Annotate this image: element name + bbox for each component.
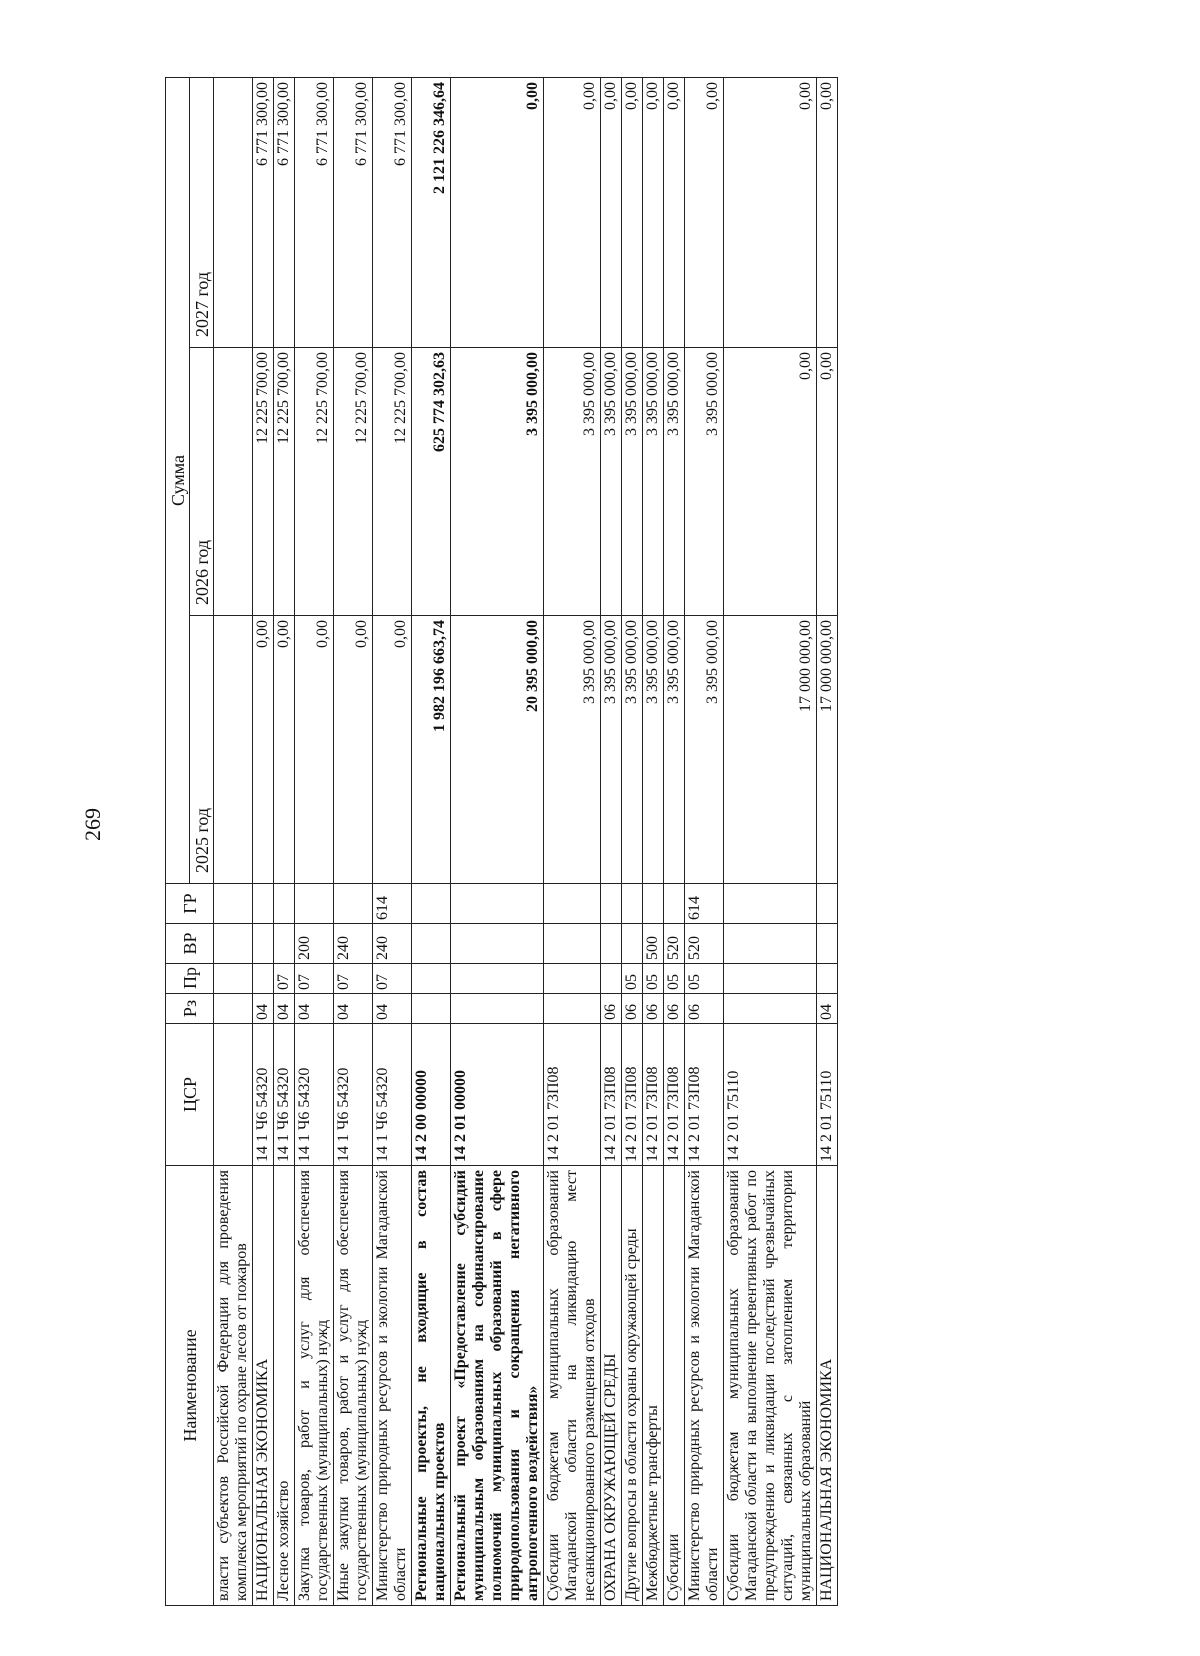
table-row bbox=[544, 77, 601, 1605]
row-gr bbox=[214, 884, 253, 924]
row-pr bbox=[724, 964, 817, 994]
table-row bbox=[724, 77, 817, 1605]
row-rz bbox=[544, 994, 601, 1024]
row-csr: 14 1 Ч6 54320 bbox=[373, 1024, 412, 1166]
row-2027: 0,00 bbox=[664, 77, 685, 347]
row-2025: 17 000 000,00 bbox=[817, 616, 838, 884]
table-row bbox=[334, 77, 373, 1605]
row-name: Министерство природных ресурсов и экологии Магаданской области bbox=[373, 1166, 412, 1606]
header-name: Наименование bbox=[166, 1166, 214, 1606]
row-2026: 3 395 000,00 bbox=[685, 348, 724, 616]
row-name: Региональные проекты, не входящие в состав национальных проектов bbox=[412, 1166, 451, 1606]
row-2025: 3 395 000,00 bbox=[643, 616, 664, 884]
row-2027: 6 771 300,00 bbox=[373, 77, 412, 347]
row-2025: 17 000 000,00 bbox=[724, 616, 817, 884]
row-2027: 6 771 300,00 bbox=[274, 77, 295, 347]
row-name: Субсидии bbox=[664, 1166, 685, 1606]
row-vr bbox=[817, 924, 838, 964]
table-row bbox=[622, 77, 643, 1605]
row-vr bbox=[214, 924, 253, 964]
row-2026: 12 225 700,00 bbox=[334, 348, 373, 616]
row-gr: 614 bbox=[373, 884, 412, 924]
row-pr: 05 bbox=[643, 964, 664, 994]
row-pr bbox=[544, 964, 601, 994]
row-vr bbox=[253, 924, 274, 964]
row-gr bbox=[253, 884, 274, 924]
row-name: власти субъектов Российской Федерации для проведения комплекса мероприятий по охране лесов от пожаров bbox=[214, 1166, 253, 1606]
row-pr bbox=[412, 964, 451, 994]
row-2025: 1 982 196 663,74 bbox=[412, 616, 451, 884]
row-name: НАЦИОНАЛЬНАЯ ЭКОНОМИКА bbox=[253, 1166, 274, 1606]
row-gr bbox=[817, 884, 838, 924]
row-vr bbox=[544, 924, 601, 964]
row-csr: 14 2 01 75110 bbox=[817, 1024, 838, 1166]
table-body bbox=[214, 77, 838, 1605]
row-gr bbox=[334, 884, 373, 924]
row-name: Министерство природных ресурсов и экологии Магаданской области bbox=[685, 1166, 724, 1606]
row-gr bbox=[451, 884, 544, 924]
row-csr: 14 2 01 73П08 bbox=[685, 1024, 724, 1166]
row-2026: 0,00 bbox=[817, 348, 838, 616]
row-csr bbox=[214, 1024, 253, 1166]
row-csr: 14 2 01 75110 bbox=[724, 1024, 817, 1166]
header-year-2025: 2025 год bbox=[190, 616, 214, 884]
row-rz: 06 bbox=[643, 994, 664, 1024]
row-gr bbox=[724, 884, 817, 924]
row-rz: 06 bbox=[622, 994, 643, 1024]
table-row bbox=[601, 77, 622, 1605]
table-row bbox=[373, 77, 412, 1605]
header-year-2026: 2026 год bbox=[190, 348, 214, 616]
row-2026: 3 395 000,00 bbox=[643, 348, 664, 616]
row-pr bbox=[451, 964, 544, 994]
row-pr bbox=[601, 964, 622, 994]
row-2025: 3 395 000,00 bbox=[685, 616, 724, 884]
row-2025: 3 395 000,00 bbox=[601, 616, 622, 884]
header-sum: Сумма bbox=[166, 77, 190, 883]
row-vr: 500 bbox=[643, 924, 664, 964]
row-2025: 0,00 bbox=[274, 616, 295, 884]
row-2025: 0,00 bbox=[295, 616, 334, 884]
row-vr: 240 bbox=[334, 924, 373, 964]
row-gr bbox=[601, 884, 622, 924]
row-2026: 12 225 700,00 bbox=[295, 348, 334, 616]
table-header bbox=[166, 77, 214, 1605]
row-name: Субсидии бюджетам муниципальных образований Магаданской области на ликвидацию мест несанкционированного размещения отходов bbox=[544, 1166, 601, 1606]
row-2027: 0,00 bbox=[451, 77, 544, 347]
row-csr: 14 2 01 73П08 bbox=[622, 1024, 643, 1166]
row-csr: 14 1 Ч6 54320 bbox=[253, 1024, 274, 1166]
row-name: ОХРАНА ОКРУЖАЮЩЕЙ СРЕДЫ bbox=[601, 1166, 622, 1606]
table-row bbox=[253, 77, 274, 1605]
row-2026: 625 774 302,63 bbox=[412, 348, 451, 616]
row-2027: 0,00 bbox=[817, 77, 838, 347]
table-row bbox=[685, 77, 724, 1605]
header-pr: Пр bbox=[166, 964, 214, 994]
table-row bbox=[817, 77, 838, 1605]
row-2026: 3 395 000,00 bbox=[451, 348, 544, 616]
row-rz: 04 bbox=[373, 994, 412, 1024]
page-number: 269 bbox=[80, 808, 105, 841]
row-2025: 3 395 000,00 bbox=[664, 616, 685, 884]
header-year-2027: 2027 год bbox=[190, 77, 214, 347]
row-2026: 12 225 700,00 bbox=[253, 348, 274, 616]
table-row bbox=[295, 77, 334, 1605]
table-row bbox=[643, 77, 664, 1605]
row-pr: 05 bbox=[685, 964, 724, 994]
row-vr bbox=[451, 924, 544, 964]
row-pr bbox=[253, 964, 274, 994]
row-2027: 6 771 300,00 bbox=[295, 77, 334, 347]
row-2027: 0,00 bbox=[685, 77, 724, 347]
row-csr: 14 1 Ч6 54320 bbox=[334, 1024, 373, 1166]
row-2026: 3 395 000,00 bbox=[544, 348, 601, 616]
row-rz: 04 bbox=[253, 994, 274, 1024]
row-vr bbox=[601, 924, 622, 964]
row-rz bbox=[451, 994, 544, 1024]
row-name: Лесное хозяйство bbox=[274, 1166, 295, 1606]
row-vr: 240 bbox=[373, 924, 412, 964]
table-row bbox=[274, 77, 295, 1605]
row-gr bbox=[274, 884, 295, 924]
row-2027: 6 771 300,00 bbox=[253, 77, 274, 347]
row-name: Иные закупки товаров, работ и услуг для обеспечения государственных (муниципальных) нужд bbox=[334, 1166, 373, 1606]
row-csr: 14 2 01 73П08 bbox=[601, 1024, 622, 1166]
row-rz bbox=[724, 994, 817, 1024]
table-row bbox=[412, 77, 451, 1605]
row-csr: 14 2 01 73П08 bbox=[664, 1024, 685, 1166]
row-2025: 3 395 000,00 bbox=[622, 616, 643, 884]
row-csr: 14 2 01 73П08 bbox=[544, 1024, 601, 1166]
row-pr bbox=[214, 964, 253, 994]
table-row bbox=[451, 77, 544, 1605]
row-vr bbox=[412, 924, 451, 964]
rotated-page-content bbox=[165, 78, 1200, 1606]
row-2026 bbox=[214, 348, 253, 616]
row-rz: 04 bbox=[817, 994, 838, 1024]
row-csr: 14 2 01 00000 bbox=[451, 1024, 544, 1166]
row-2026: 12 225 700,00 bbox=[274, 348, 295, 616]
row-pr: 07 bbox=[334, 964, 373, 994]
row-gr bbox=[295, 884, 334, 924]
row-rz: 04 bbox=[295, 994, 334, 1024]
row-gr bbox=[622, 884, 643, 924]
row-pr: 07 bbox=[373, 964, 412, 994]
row-rz: 04 bbox=[334, 994, 373, 1024]
row-rz: 06 bbox=[664, 994, 685, 1024]
row-name: Субсидии бюджетам муниципальных образований Магаданской области на выполнение превентивных работ по предупреждению и ликвидации последствий чрезвычайных ситуаций, связанных с затоплением территории муниципальных образований bbox=[724, 1166, 817, 1606]
row-csr: 14 2 01 73П08 bbox=[643, 1024, 664, 1166]
row-vr bbox=[274, 924, 295, 964]
row-2027: 0,00 bbox=[724, 77, 817, 347]
row-2027: 0,00 bbox=[622, 77, 643, 347]
row-2027: 0,00 bbox=[544, 77, 601, 347]
row-2025 bbox=[214, 616, 253, 884]
row-vr: 520 bbox=[685, 924, 724, 964]
row-rz: 06 bbox=[601, 994, 622, 1024]
row-pr: 05 bbox=[622, 964, 643, 994]
row-2025: 0,00 bbox=[373, 616, 412, 884]
row-csr: 14 2 00 00000 bbox=[412, 1024, 451, 1166]
header-rz: Рз bbox=[166, 994, 214, 1024]
row-name: Закупка товаров, работ и услуг для обеспечения государственных (муниципальных) нужд bbox=[295, 1166, 334, 1606]
row-2025: 3 395 000,00 bbox=[544, 616, 601, 884]
row-vr bbox=[622, 924, 643, 964]
row-2026: 3 395 000,00 bbox=[601, 348, 622, 616]
row-pr: 07 bbox=[295, 964, 334, 994]
row-rz bbox=[214, 994, 253, 1024]
row-pr: 05 bbox=[664, 964, 685, 994]
row-2027 bbox=[214, 77, 253, 347]
row-2027: 0,00 bbox=[601, 77, 622, 347]
row-2026: 12 225 700,00 bbox=[373, 348, 412, 616]
row-2027: 6 771 300,00 bbox=[334, 77, 373, 347]
row-pr bbox=[817, 964, 838, 994]
header-gr: ГР bbox=[166, 884, 214, 924]
row-pr: 07 bbox=[274, 964, 295, 994]
row-2025: 20 395 000,00 bbox=[451, 616, 544, 884]
row-vr bbox=[724, 924, 817, 964]
row-csr: 14 1 Ч6 54320 bbox=[274, 1024, 295, 1166]
row-gr bbox=[664, 884, 685, 924]
row-2026: 0,00 bbox=[724, 348, 817, 616]
row-2027: 0,00 bbox=[643, 77, 664, 347]
row-csr: 14 1 Ч6 54320 bbox=[295, 1024, 334, 1166]
row-gr bbox=[643, 884, 664, 924]
header-csr: ЦСР bbox=[166, 1024, 214, 1166]
row-2027: 2 121 226 346,64 bbox=[412, 77, 451, 347]
row-2025: 0,00 bbox=[334, 616, 373, 884]
row-gr bbox=[412, 884, 451, 924]
row-2025: 0,00 bbox=[253, 616, 274, 884]
row-vr: 520 bbox=[664, 924, 685, 964]
row-rz: 04 bbox=[274, 994, 295, 1024]
row-gr bbox=[544, 884, 601, 924]
row-2026: 3 395 000,00 bbox=[622, 348, 643, 616]
row-name: Региональный проект «Предоставление субсидий муниципальным образованиям на софинансирование полномочий муниципальных образований в сфере природопользования и сокращения негативного антропогенного воздействия» bbox=[451, 1166, 544, 1606]
row-rz bbox=[412, 994, 451, 1024]
row-rz: 06 bbox=[685, 994, 724, 1024]
table-row bbox=[664, 77, 685, 1605]
row-vr: 200 bbox=[295, 924, 334, 964]
row-name: Межбюджетные трансферты bbox=[643, 1166, 664, 1606]
row-gr: 614 bbox=[685, 884, 724, 924]
row-name: Другие вопросы в области охраны окружающей среды bbox=[622, 1166, 643, 1606]
header-vr: ВР bbox=[166, 924, 214, 964]
row-2026: 3 395 000,00 bbox=[664, 348, 685, 616]
row-name: НАЦИОНАЛЬНАЯ ЭКОНОМИКА bbox=[817, 1166, 838, 1606]
table-row bbox=[214, 77, 253, 1605]
budget-table bbox=[165, 77, 838, 1606]
